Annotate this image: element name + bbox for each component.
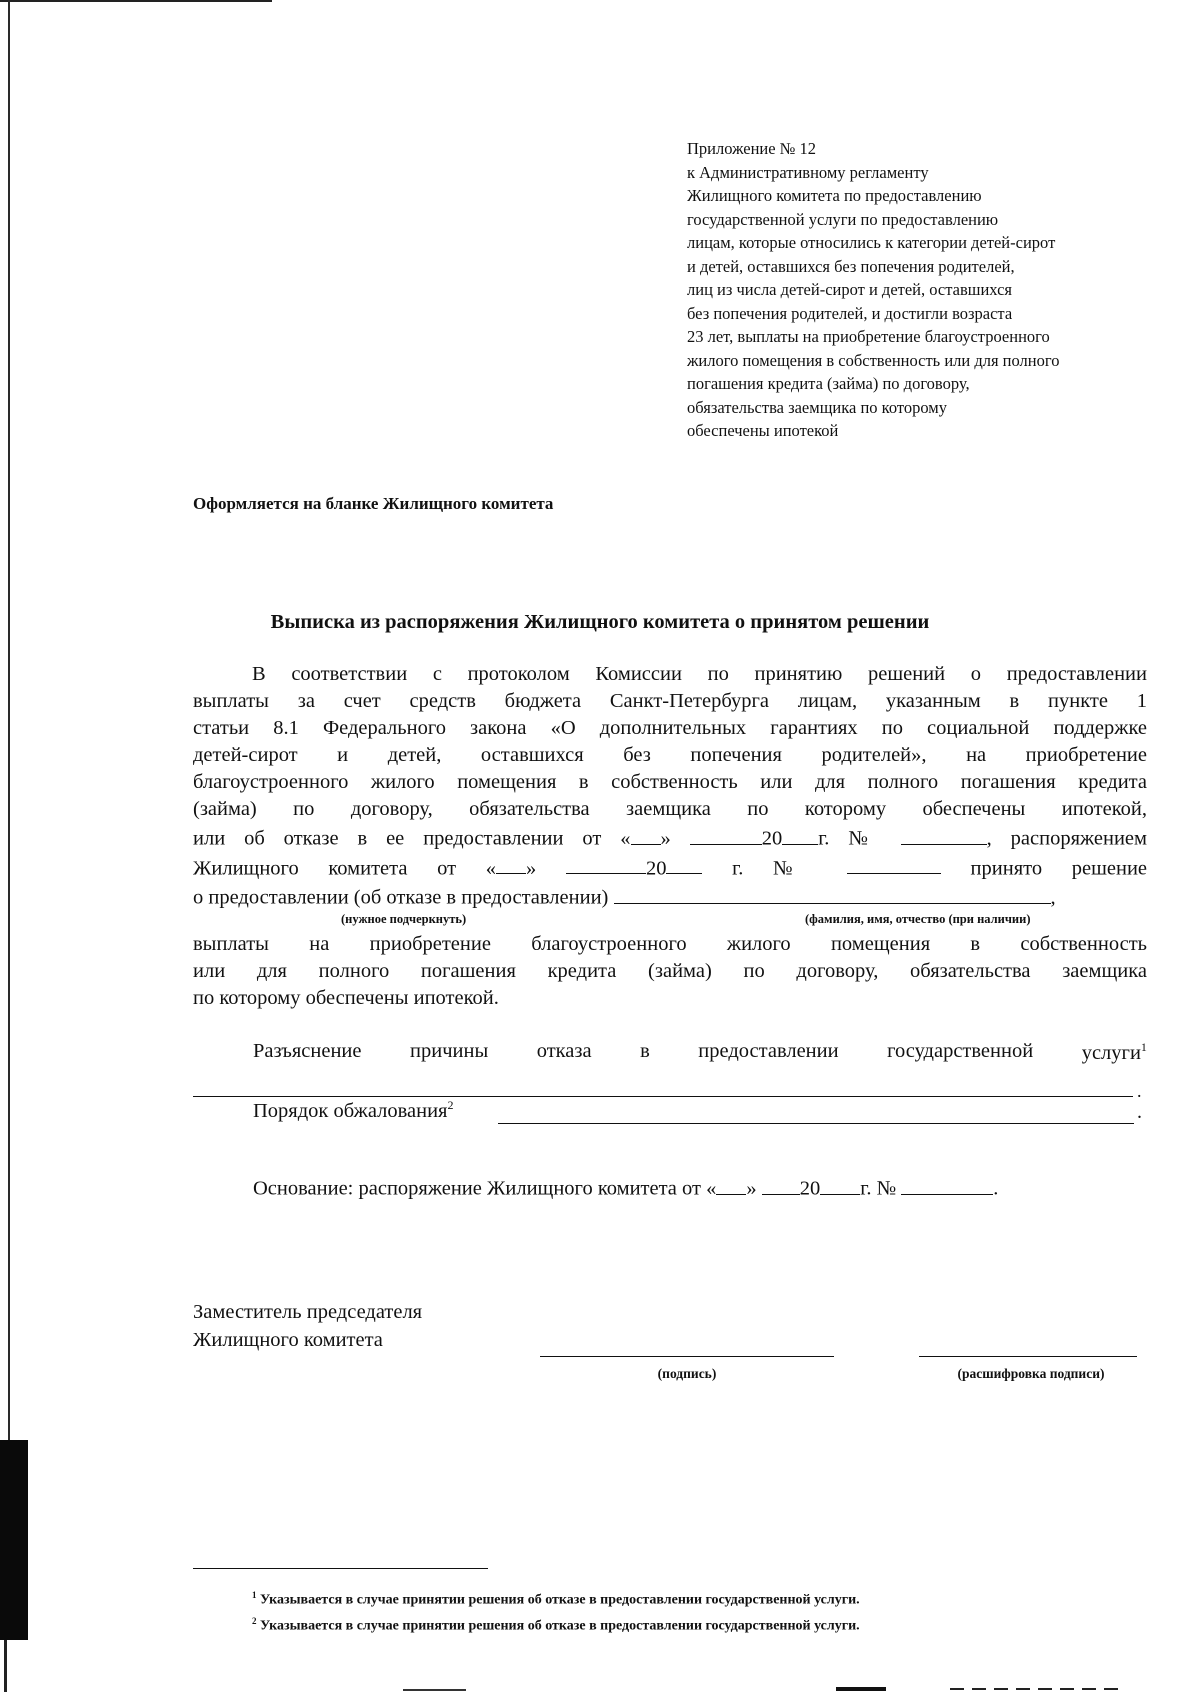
appendix-line: погашения кредита (займа) по договору, (687, 374, 970, 393)
appendix-line: лиц из числа детей-сирот и детей, оставшихся (687, 280, 1012, 299)
reason-end-mark: . (1137, 1081, 1142, 1101)
appeal-end-mark: . (1137, 1101, 1142, 1123)
refusal-reason-label (253, 1040, 1147, 1065)
paragraph-line: детей-сирот и детей, оставшихся без попечения родителей», на приобретение (193, 744, 1147, 766)
reason-word: в (640, 1040, 650, 1062)
underline-hint: (нужное подчеркнуть) (341, 912, 467, 926)
paragraph-line: по которому обеспечены ипотекой. (193, 987, 499, 1009)
number-blank[interactable] (901, 823, 987, 845)
text-fragment: 20 (645, 857, 667, 879)
scan-mark (950, 1688, 1120, 1690)
document-title: Выписка из распоряжения Жилищного комитета о принятом решении (270, 611, 930, 633)
appeal-procedure-field[interactable] (498, 1123, 1134, 1124)
year-blank[interactable] (820, 1173, 860, 1195)
reason-word-last (1082, 1040, 1147, 1065)
scan-edge-block (0, 1440, 28, 1640)
signature-decoding-field[interactable] (919, 1356, 1137, 1357)
text-fragment: г. № (818, 827, 882, 850)
text-fragment: г. № (860, 1177, 897, 1200)
text-fragment: принято решение (970, 857, 1148, 879)
footnote-divider (193, 1568, 488, 1569)
signature-caption: (подпись) (657, 1366, 717, 1381)
decision-paragraph (193, 661, 1147, 912)
paragraph-line: выплаты за счет средств бюджета Санкт-Петербурга лицам, указанным в пункте 1 (193, 690, 1147, 712)
footnote-ref: 2 (447, 1098, 454, 1112)
month-blank[interactable] (566, 853, 646, 875)
paragraph-line: или для полного погашения кредита (займа) по договору, обязательства заемщика (193, 960, 1147, 982)
appendix-line: лицам, которые относились к категории детей-сирот (687, 233, 1056, 252)
paragraph-line: В соответствии с протоколом Комиссии по принятию решений о предоставлении (252, 663, 1147, 685)
reason-word: услуги (1081, 1041, 1141, 1064)
reason-word: государственной (887, 1040, 1034, 1062)
number-blank[interactable] (847, 853, 941, 875)
paragraph-line-date (193, 853, 1147, 883)
paragraph-line-name (193, 882, 1147, 912)
text-fragment: г. № (732, 857, 818, 879)
full-name-hint: (фамилия, имя, отчество (при наличии) (805, 912, 1031, 926)
appendix-line: жилого помещения в собственность или для полного (687, 350, 1060, 370)
appendix-line: Жилищного комитета по предоставлению (687, 186, 982, 205)
blank-note: Оформляется на бланке Жилищного комитета (193, 494, 554, 513)
paragraph-line: выплаты на приобретение благоустроенного жилого помещения в собственность (193, 933, 1147, 955)
scan-edge-top (0, 0, 272, 2)
scan-edge-line (8, 0, 10, 1440)
number-blank[interactable] (901, 1173, 993, 1195)
appendix-line: обязательства заемщика по которому (687, 397, 947, 417)
decision-paragraph-end (193, 931, 1147, 1012)
text-fragment: Основание: распоряжение Жилищного комитета от « (253, 1177, 717, 1200)
footnote (252, 1611, 860, 1637)
paragraph-line: статьи 8.1 Федерального закона «О дополнительных гарантиях по социальной поддержке (193, 717, 1147, 739)
appendix-line: без попечения родителей, и достигли возраста (687, 303, 1013, 323)
text-fragment: » (746, 1177, 757, 1200)
day-blank[interactable] (631, 823, 661, 845)
year-blank[interactable] (666, 853, 702, 875)
text-fragment: » (660, 827, 671, 850)
text-fragment: 20 (761, 827, 783, 850)
reason-word: отказа (536, 1040, 592, 1062)
scan-mark (403, 1689, 466, 1691)
appendix-line: обеспечены ипотекой (687, 421, 839, 440)
text-fragment: или об отказе в ее предоставлении от « (193, 827, 631, 850)
text-fragment: , распоряжением (986, 827, 1148, 850)
scan-mark (836, 1687, 886, 1691)
appendix-line: 23 лет, выплаты на приобретение благоустроенного (687, 327, 1050, 346)
appeal-procedure-label (253, 1098, 453, 1123)
month-blank[interactable] (762, 1173, 800, 1195)
paragraph-line-date (193, 823, 1147, 853)
signer-title (193, 1298, 422, 1354)
decoding-caption: (расшифровка подписи) (957, 1366, 1105, 1381)
signature-field[interactable] (540, 1356, 834, 1357)
appendix-line: государственной услуги по предоставлению (687, 209, 999, 229)
footnote (252, 1585, 860, 1611)
scan-edge-low (4, 1640, 7, 1692)
text-fragment: , (1050, 886, 1056, 909)
footnote-mark: 2 (252, 1615, 257, 1626)
day-blank[interactable] (716, 1173, 746, 1195)
appendix-line: к Административному регламенту (687, 162, 929, 182)
appendix-header (687, 137, 1157, 443)
footnote-text: Указывается в случае принятии решения об отказе в предоставлении государственной услуги. (260, 1592, 860, 1608)
month-blank[interactable] (690, 823, 762, 845)
reason-word: причины (410, 1040, 489, 1062)
day-blank[interactable] (496, 853, 526, 875)
year-blank[interactable] (782, 823, 818, 845)
text-fragment: . (993, 1177, 999, 1200)
signer-line: Заместитель председателя (193, 1301, 423, 1323)
paragraph-line: (займа) по договору, обязательства заемщика по которому обеспечены ипотекой, (193, 798, 1147, 820)
footnote-mark: 1 (252, 1590, 257, 1600)
footnote-text: Указывается в случае принятии решения об отказе в предоставлении государственной услуги. (260, 1618, 860, 1634)
text-fragment: 20 (799, 1177, 821, 1200)
appeal-text: Порядок обжалования (253, 1099, 448, 1122)
reason-word: Разъяснение (253, 1040, 362, 1062)
basis-line (253, 1173, 998, 1201)
signer-line: Жилищного комитета (193, 1329, 383, 1351)
text-fragment: о предоставлении (об отказе в предоставлении) (193, 886, 609, 909)
refusal-reason-field[interactable] (193, 1096, 1133, 1097)
full-name-blank[interactable] (614, 882, 1051, 904)
text-fragment: Жилищного комитета от « (193, 857, 497, 879)
paragraph-line: благоустроенного жилого помещения в собственность или для полного погашения кредита (193, 771, 1147, 793)
text-fragment: » (526, 857, 537, 879)
appendix-line: и детей, оставшихся без попечения родителей, (687, 256, 1015, 276)
reason-word: предоставлении (698, 1040, 839, 1062)
appendix-line: Приложение № 12 (687, 139, 817, 158)
footnotes (252, 1585, 860, 1636)
footnote-ref: 1 (1140, 1040, 1147, 1054)
